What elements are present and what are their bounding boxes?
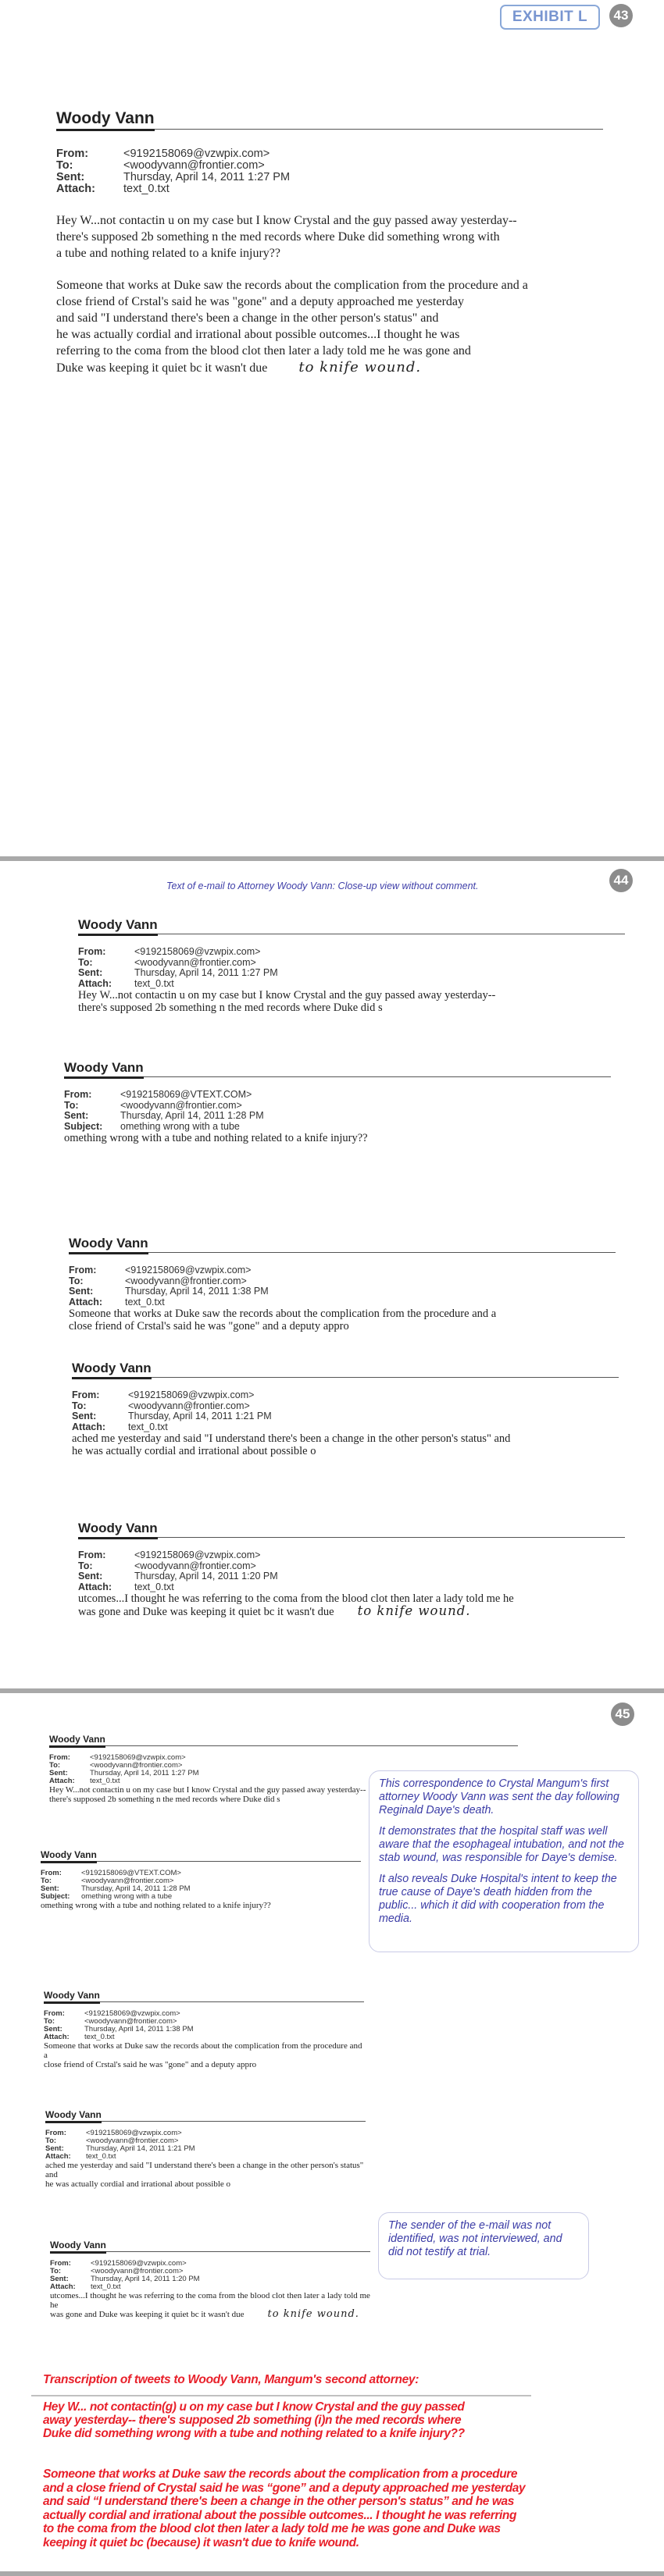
from-label: From: — [50, 2259, 71, 2268]
to-label: To: — [64, 1099, 79, 1111]
handwritten-annotation: to knife wound. — [267, 2308, 359, 2320]
email-recipient-title: Woody Vann — [50, 2240, 106, 2254]
attach-value: text_0.txt — [134, 1581, 174, 1592]
body-line-text: Someone that works at Duke saw the records about the complication from the procedure and a — [44, 2041, 362, 2060]
to-value: <woodyvann@frontier.com> — [123, 159, 265, 172]
email-recipient-title: Woody Vann — [49, 1734, 105, 1748]
body-line — [56, 359, 603, 376]
page-caption: Text of e-mail to Attorney Woody Vann: Close-up view without comment. — [166, 881, 479, 891]
email-header — [50, 2260, 370, 2291]
body-line-text: close friend of Crstal's said he was "gone" and a deputy appro — [69, 1320, 349, 1332]
email-message — [44, 1990, 364, 2069]
body-line: a tube and nothing related to a knife injury?? — [56, 247, 281, 260]
from-label: From: — [64, 1089, 92, 1100]
sent-label: Sent: — [56, 171, 85, 183]
sent-value: Thursday, April 14, 2011 1:27 PM — [134, 967, 278, 978]
sender-note — [378, 2212, 589, 2279]
body-line — [78, 1592, 625, 1605]
to-label: To: — [45, 2137, 57, 2145]
from-label: From: — [69, 1265, 97, 1276]
body-line — [50, 2310, 370, 2319]
from-value: <9192158069@vzwpix.com> — [123, 148, 270, 160]
email-message — [41, 1849, 361, 1910]
from-value: <9192158069@vzwpix.com> — [134, 946, 261, 957]
sent-value: Thursday, April 14, 2011 1:21 PM — [128, 1411, 272, 1421]
email-recipient-title: Woody Vann — [44, 1990, 100, 2004]
transcription-paragraph: Hey W... not contactin(g) u on my case but I know Crystal and the guy passed away yesterday-- there's supposed 2b something (i)n the med records where Duke did something wrong with a tube and nothing related to a knife injury?? — [43, 2400, 465, 2440]
transcription-heading: Transcription of tweets to Woody Vann, Mangum's second attorney: — [43, 2373, 419, 2386]
email-body — [64, 1132, 611, 1144]
from-label: From: — [45, 2129, 66, 2137]
sent-value: Thursday, April 14, 2011 1:27 PM — [123, 171, 291, 183]
to-label: To: — [78, 1560, 93, 1571]
title-rule — [105, 1745, 518, 1746]
note-paragraph: The sender of the e-mail was not identified, was not interviewed, and did not testify at trial. — [388, 2219, 562, 2258]
to-value: <woodyvann@frontier.com> — [120, 1099, 242, 1111]
title-rule — [155, 129, 603, 130]
email-message — [78, 1521, 625, 1618]
page-43 — [0, 0, 664, 845]
to-value: <woodyvann@frontier.com> — [84, 2017, 177, 2026]
subject-label: Subject: — [64, 1120, 103, 1132]
attach-label: Attach: — [45, 2152, 71, 2161]
from-value: <9192158069@vzwpix.com> — [84, 2009, 180, 2018]
email-recipient-title: Woody Vann — [41, 1849, 97, 1863]
email-message — [69, 1236, 616, 1332]
email-recipient-title: Woody Vann — [56, 109, 155, 131]
email-message — [64, 1060, 611, 1144]
sent-label: Sent: — [44, 2025, 62, 2033]
body-line-text: was gone and Duke was keeping it quiet bc it wasn't due — [50, 2310, 245, 2319]
to-value: <woodyvann@frontier.com> — [128, 1400, 250, 1411]
from-value: <9192158069@vzwpix.com> — [128, 1389, 255, 1400]
title-rule — [158, 1537, 625, 1538]
from-value: <9192158069@vzwpix.com> — [134, 1550, 261, 1560]
email-body — [72, 1432, 619, 1457]
body-line: Someone that works at Duke saw the records about the complication from the procedure and a — [56, 279, 528, 292]
body-line — [45, 2179, 366, 2189]
to-value: <woodyvann@frontier.com> — [86, 2137, 179, 2145]
from-value: <9192158069@vzwpix.com> — [86, 2129, 182, 2137]
subject-label: Subject: — [41, 1892, 70, 1901]
title-rule — [100, 2001, 364, 2002]
email-header — [72, 1390, 619, 1432]
attach-label: Attach: — [69, 1296, 103, 1308]
attach-value: text_0.txt — [134, 977, 174, 989]
email-recipient-title: Woody Vann — [45, 2109, 102, 2123]
from-label: From: — [78, 946, 106, 957]
email-header — [56, 148, 603, 195]
attach-value: text_0.txt — [123, 183, 170, 195]
sent-value: Thursday, April 14, 2011 1:20 PM — [134, 1571, 278, 1582]
to-label: To: — [50, 2267, 62, 2275]
attach-value: text_0.txt — [91, 2282, 121, 2291]
to-label: To: — [56, 159, 73, 172]
sent-label: Sent: — [72, 1411, 97, 1421]
email-body — [45, 2161, 366, 2189]
body-line-text: there's supposed 2b something n the med records where Duke did s — [78, 1002, 383, 1014]
from-label: From: — [78, 1550, 106, 1560]
from-label: From: — [56, 148, 89, 160]
body-line: close friend of Crstal's said he was "gone" and a deputy approached me yesterday — [56, 295, 464, 308]
email-message — [56, 109, 603, 376]
sent-value: Thursday, April 14, 2011 1:38 PM — [84, 2025, 194, 2033]
from-value: <9192158069@vzwpix.com> — [125, 1265, 252, 1276]
body-line-text: ached me yesterday and said "I understand there's been a change in the other person's status" and — [45, 2161, 364, 2179]
to-label: To: — [78, 956, 93, 968]
email-header — [41, 1870, 361, 1901]
body-line-text: Someone that works at Duke saw the records about the complication from the procedure and a — [69, 1308, 497, 1320]
body-line: he was actually cordial and irrational about possible outcomes...I thought he was — [56, 328, 460, 341]
to-value: <woodyvann@frontier.com> — [91, 2267, 184, 2275]
from-value: <9192158069@VTEXT.COM> — [120, 1089, 252, 1100]
commentary-note — [369, 1770, 639, 1952]
from-value: <9192158069@vzwpix.com> — [91, 2259, 187, 2268]
body-line-text: Hey W...not contactin u on my case but I know Crystal and the guy passed away yesterday-- — [78, 989, 496, 1002]
attach-label: Attach: — [72, 1421, 106, 1432]
email-header — [78, 947, 625, 989]
body-line: there's supposed 2b something n the med records where Duke did something wrong with — [56, 230, 500, 244]
body-line — [45, 2161, 366, 2179]
email-message — [78, 917, 625, 1014]
body-line — [78, 989, 625, 1002]
to-label: To: — [41, 1877, 52, 1885]
from-label: From: — [41, 1869, 62, 1877]
body-line — [41, 1901, 361, 1910]
sent-label: Sent: — [49, 1769, 68, 1777]
email-recipient-title: Woody Vann — [78, 1521, 158, 1539]
body-line-text: Duke was keeping it quiet bc it wasn't due — [56, 361, 268, 375]
email-header — [78, 1550, 625, 1592]
page-separator — [0, 2571, 664, 2576]
to-label: To: — [49, 1761, 61, 1770]
attach-label: Attach: — [78, 1581, 112, 1592]
sent-label: Sent: — [45, 2144, 64, 2153]
page-45 — [0, 1693, 664, 2576]
email-recipient-title: Woody Vann — [78, 917, 158, 936]
sent-value: Thursday, April 14, 2011 1:21 PM — [86, 2144, 195, 2153]
title-rule — [148, 1252, 616, 1253]
body-line: and said "I understand there's been a change in the other person's status" and — [56, 311, 439, 325]
from-value: <9192158069@VTEXT.COM> — [81, 1869, 181, 1877]
body-line — [69, 1320, 616, 1332]
title-rule — [97, 1861, 361, 1862]
body-paragraph — [56, 277, 603, 376]
attach-value: text_0.txt — [90, 1777, 120, 1785]
page-number-badge: 44 — [609, 869, 633, 892]
to-value: <woodyvann@frontier.com> — [125, 1275, 247, 1286]
attach-label: Attach: — [50, 2282, 76, 2291]
sent-label: Sent: — [41, 1884, 59, 1893]
attach-value: text_0.txt — [86, 2152, 116, 2161]
email-recipient-title: Woody Vann — [72, 1361, 152, 1379]
attach-label: Attach: — [56, 183, 95, 195]
sent-value: Thursday, April 14, 2011 1:28 PM — [81, 1884, 191, 1893]
body-line-text: he was actually cordial and irrational about possible o — [45, 2179, 231, 2189]
from-label: From: — [49, 1753, 70, 1762]
title-rule — [152, 1377, 619, 1378]
sent-value: Thursday, April 14, 2011 1:27 PM — [90, 1769, 199, 1777]
body-line — [69, 1308, 616, 1320]
body-line — [50, 2291, 370, 2310]
note-paragraph: It also reveals Duke Hospital's intent to keep the true cause of Daye's death hidden from the public... which it did with cooperation from the media. — [379, 1873, 617, 1925]
email-body — [50, 2291, 370, 2319]
subject-value: omething wrong with a tube — [81, 1892, 173, 1901]
body-line-text: close friend of Crstal's said he was "gone" and a deputy appro — [44, 2060, 257, 2069]
title-rule — [144, 1076, 611, 1077]
email-header — [69, 1265, 616, 1308]
to-value: <woodyvann@frontier.com> — [134, 1560, 256, 1571]
sent-label: Sent: — [78, 1571, 103, 1582]
from-label: From: — [44, 2009, 65, 2018]
body-line — [72, 1445, 619, 1457]
body-line — [44, 2041, 364, 2060]
email-body — [78, 1592, 625, 1618]
sent-label: Sent: — [69, 1286, 94, 1297]
body-line-text: utcomes...I thought he was referring to the coma from the blood clot then later a lady told me he — [50, 2291, 370, 2310]
email-message — [45, 2109, 366, 2189]
email-body — [41, 1901, 361, 1910]
note-paragraph: This correspondence to Crystal Mangum's first attorney Woody Vann was sent the day following Reginald Daye's death. — [379, 1777, 619, 1816]
attach-label: Attach: — [44, 2033, 70, 2041]
body-line-text: he was actually cordial and irrational about possible o — [72, 1445, 316, 1457]
page-number-badge: 45 — [611, 1703, 634, 1726]
body-line — [44, 2060, 364, 2069]
page-44 — [0, 861, 664, 1688]
page-number-badge: 43 — [609, 4, 633, 27]
attach-value: text_0.txt — [125, 1296, 165, 1308]
title-rule — [106, 2251, 370, 2252]
body-line-text: was gone and Duke was keeping it quiet bc it wasn't due — [78, 1606, 334, 1618]
attach-label: Attach: — [49, 1777, 75, 1785]
body-line-text: ached me yesterday and said "I understand there's been a change in the other person's status" and — [72, 1432, 511, 1445]
from-value: <9192158069@vzwpix.com> — [90, 1753, 186, 1762]
transcription-paragraph: Someone that works at Duke saw the records about the complication from a procedure and a close friend of Crystal said he was “gone” and a deputy approached me yesterday and said “I understand there's been a change in the other person's status” and he was actually cordial and irrational about the possible outcomes... I thought he was referring to the coma from the blood clot then later a lady told me he was gone and Duke was keeping it quiet bc (because) it wasn't due to knife wound. — [43, 2467, 526, 2549]
exhibit-label: EXHIBIT L — [500, 5, 600, 30]
attach-value: text_0.txt — [128, 1421, 168, 1432]
title-rule — [102, 2121, 366, 2122]
body-line: Hey W...not contactin u on my case but I know Crystal and the guy passed away yesterday-- — [56, 214, 517, 227]
attach-label: Attach: — [78, 977, 112, 989]
note-paragraph: It demonstrates that the hospital staff was well aware that the esophageal intubation, and not the stab wound, was responsible for Daye's demise. — [379, 1825, 624, 1864]
from-label: From: — [72, 1389, 100, 1400]
sent-value: Thursday, April 14, 2011 1:20 PM — [91, 2275, 200, 2283]
transcription-rule — [31, 2395, 531, 2396]
body-line-text: Hey W...not contactin u on my case but I know Crystal and the guy passed away yesterday-- — [49, 1785, 366, 1795]
email-message — [50, 2240, 370, 2319]
sent-value: Thursday, April 14, 2011 1:28 PM — [120, 1110, 264, 1121]
to-label: To: — [69, 1275, 84, 1286]
email-body — [78, 989, 625, 1014]
body-paragraph — [56, 212, 603, 262]
email-body — [69, 1308, 616, 1332]
sent-label: Sent: — [78, 967, 103, 978]
email-recipient-title: Woody Vann — [69, 1236, 148, 1254]
handwritten-annotation: to knife wound. — [298, 359, 422, 375]
handwritten-annotation: to knife wound. — [357, 1603, 471, 1618]
attach-value: text_0.txt — [84, 2033, 115, 2041]
to-value: <woodyvann@frontier.com> — [134, 956, 256, 968]
email-header — [45, 2129, 366, 2161]
body-line — [72, 1432, 619, 1445]
sent-label: Sent: — [50, 2275, 69, 2283]
email-body — [44, 2041, 364, 2069]
email-header — [64, 1090, 611, 1132]
body-line-text: omething wrong with a tube and nothing related to a knife injury?? — [41, 1901, 271, 1910]
body-line — [78, 1605, 625, 1618]
subject-value: omething wrong with a tube — [120, 1120, 240, 1132]
body-line-text: omething wrong with a tube and nothing related to a knife injury?? — [64, 1132, 368, 1144]
sent-label: Sent: — [64, 1110, 89, 1121]
body-line-text: utcomes...I thought he was referring to the coma from the blood clot then later a lady told me he — [78, 1592, 514, 1605]
to-label: To: — [72, 1400, 87, 1411]
body-line — [64, 1132, 611, 1144]
to-label: To: — [44, 2017, 55, 2026]
to-value: <woodyvann@frontier.com> — [81, 1877, 174, 1885]
sent-value: Thursday, April 14, 2011 1:38 PM — [125, 1286, 269, 1297]
body-line: referring to the coma from the blood clot then later a lady told me he was gone and — [56, 344, 471, 358]
email-body — [56, 212, 603, 376]
email-header — [44, 2010, 364, 2041]
email-message — [72, 1361, 619, 1457]
body-line-text: there's supposed 2b something n the med records where Duke did s — [49, 1795, 280, 1804]
email-recipient-title: Woody Vann — [64, 1060, 144, 1079]
body-line — [78, 1002, 625, 1014]
to-value: <woodyvann@frontier.com> — [90, 1761, 183, 1770]
